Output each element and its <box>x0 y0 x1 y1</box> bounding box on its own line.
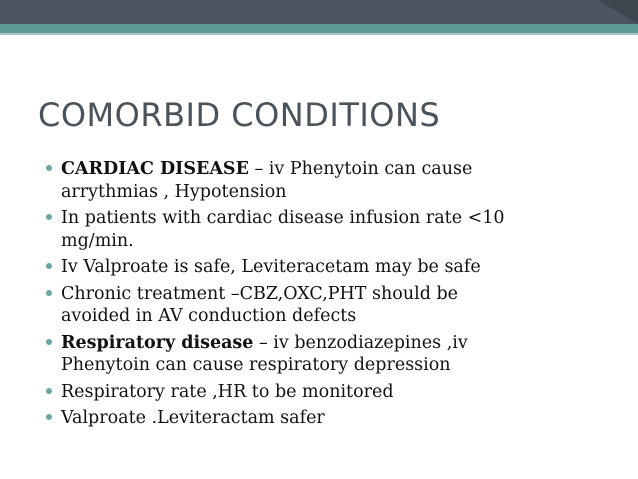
bullet-item-monitoring <box>46 381 606 404</box>
bullet-line: mg/min. <box>61 230 134 251</box>
bullet-dot-icon <box>46 388 52 394</box>
bullet-list <box>46 158 606 434</box>
header-band-teal <box>0 24 638 33</box>
bullet-bold-text: CARDIAC DISEASE <box>61 159 249 179</box>
bullet-item-chronic <box>46 283 606 328</box>
bullet-line: avoided in AV conduction defects <box>61 306 357 326</box>
bullet-item-valproate <box>46 256 606 279</box>
header-band-corner <box>598 0 638 24</box>
bullet-line: Chronic treatment –CBZ,OXC,PHT should be <box>61 283 459 304</box>
bullet-item-respiratory <box>46 332 606 377</box>
bullet-item-cardiac <box>46 158 606 203</box>
bullet-bold-text: Respiratory disease <box>61 332 254 353</box>
header-band-line <box>0 33 638 35</box>
bullet-line: Phenytoin can cause respiratory depression <box>61 355 451 375</box>
bullet-line: arrythmias , Hypotension <box>61 181 287 202</box>
bullet-text: – iv benzodiazepines ,iv <box>253 332 468 353</box>
bullet-dot-icon <box>46 165 52 171</box>
bullet-line: Respiratory rate ,HR to be monitored <box>61 381 394 402</box>
bullet-line <box>61 332 606 355</box>
bullet-line <box>61 158 606 181</box>
bullet-item-safer <box>46 407 606 430</box>
bullet-dot-icon <box>46 214 52 220</box>
bullet-item-infusion <box>46 207 606 252</box>
bullet-text: – iv Phenytoin can cause <box>248 159 473 179</box>
bullet-line: In patients with cardiac disease infusion rate <10 <box>61 208 505 228</box>
bullet-dot-icon <box>46 414 52 420</box>
header-band-dark <box>0 0 638 24</box>
bullet-line: Iv Valproate is safe, Leviteracetam may be safe <box>61 257 481 277</box>
bullet-line: Valproate .Leviteractam safer <box>61 408 325 428</box>
bullet-dot-icon <box>46 339 52 345</box>
slide-title: COMORBID CONDITIONS <box>38 96 441 134</box>
bullet-dot-icon <box>46 290 52 296</box>
bullet-dot-icon <box>46 263 52 269</box>
